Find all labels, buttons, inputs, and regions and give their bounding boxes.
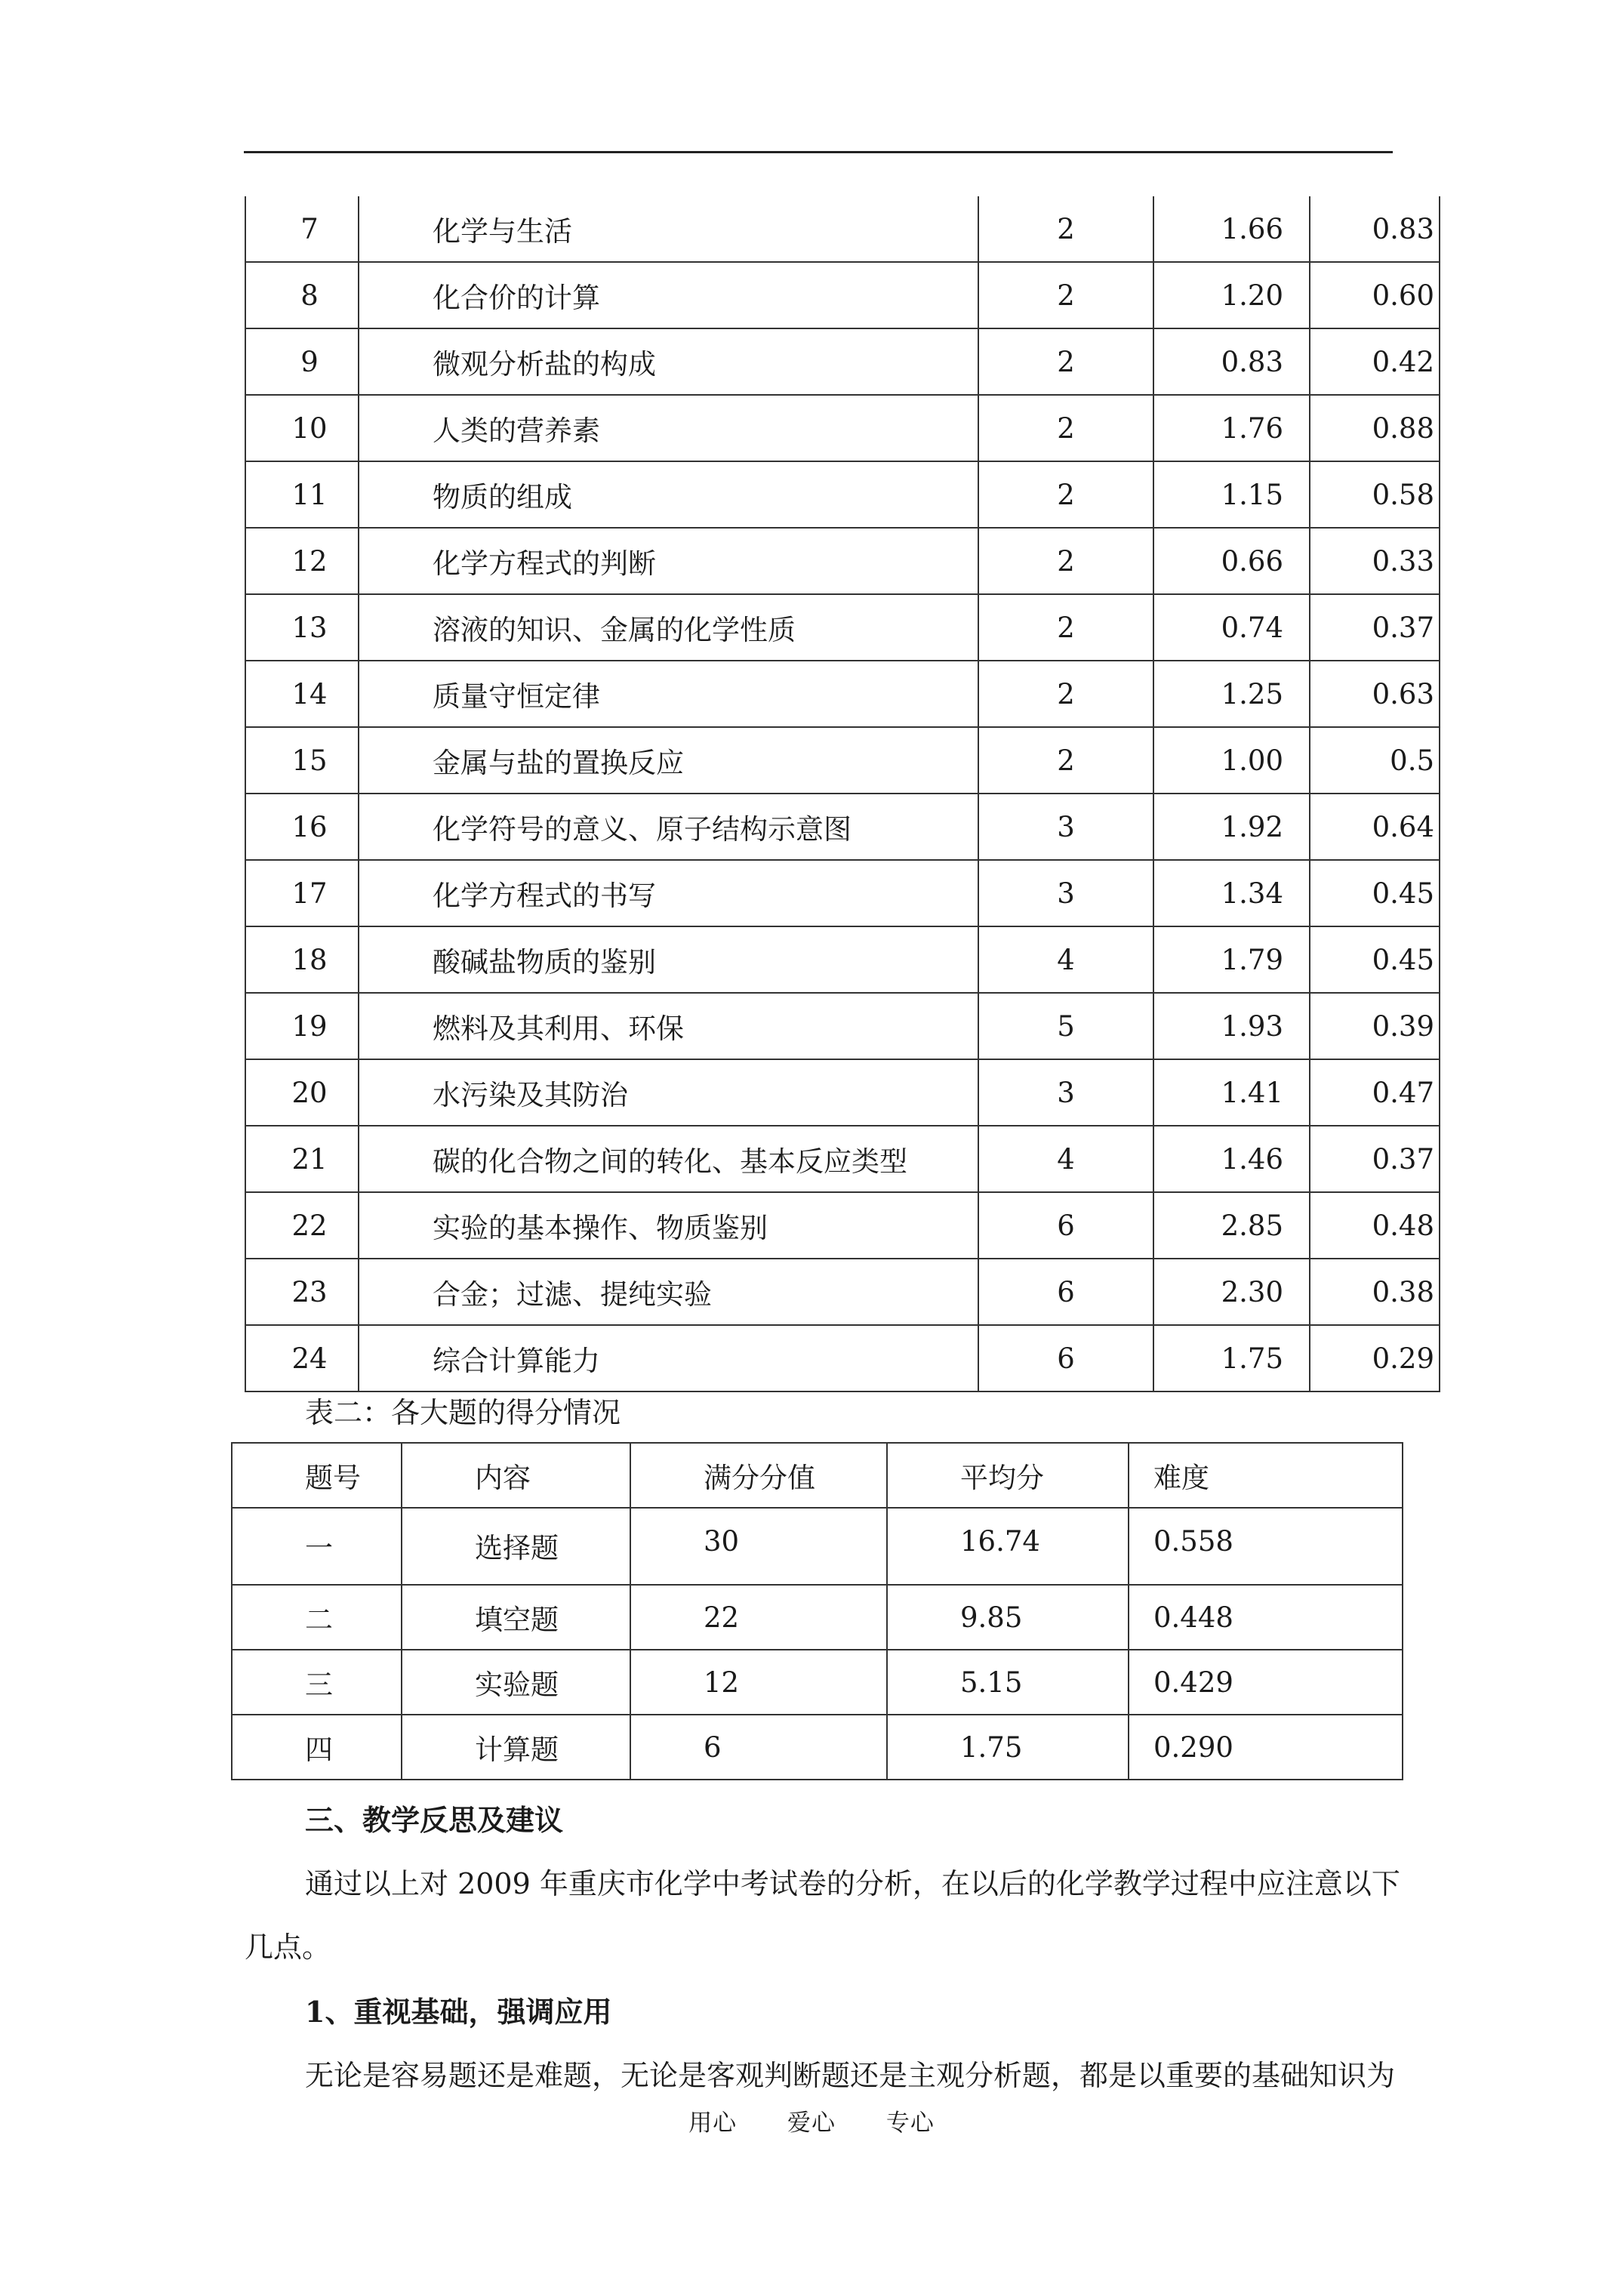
cell: 5.15 <box>887 1650 1129 1715</box>
cell-full: 2 <box>978 395 1153 461</box>
cell-topic: 化合价的计算 <box>359 262 978 328</box>
table-row <box>232 1715 1403 1780</box>
cell-full: 6 <box>978 1192 1153 1259</box>
cell-diff: 0.88 <box>1310 395 1440 461</box>
header-cell: 满分分值 <box>630 1443 887 1508</box>
cell-full: 2 <box>978 328 1153 395</box>
cell: 9.85 <box>887 1585 1129 1650</box>
cell-topic: 溶液的知识、金属的化学性质 <box>359 594 978 661</box>
cell-diff: 0.63 <box>1310 661 1440 727</box>
cell-diff: 0.48 <box>1310 1192 1440 1259</box>
cell-no: 20 <box>245 1059 359 1126</box>
cell-avg: 1.41 <box>1153 1059 1310 1126</box>
header-cell: 题号 <box>232 1443 402 1508</box>
cell-diff: 0.58 <box>1310 461 1440 528</box>
cell-full: 4 <box>978 926 1153 993</box>
cell-topic: 物质的组成 <box>359 461 978 528</box>
table-row <box>245 993 1440 1059</box>
cell: 填空题 <box>402 1585 630 1650</box>
cell-no: 18 <box>245 926 359 993</box>
cell: 二 <box>232 1585 402 1650</box>
cell-no: 7 <box>245 196 359 262</box>
cell-diff: 0.39 <box>1310 993 1440 1059</box>
cell-full: 2 <box>978 661 1153 727</box>
header-cell: 内容 <box>402 1443 630 1508</box>
cell: 0.558 <box>1129 1508 1403 1585</box>
page-footer <box>0 2103 1623 2137</box>
cell-avg: 1.92 <box>1153 794 1310 860</box>
cell-no: 19 <box>245 993 359 1059</box>
table-row <box>232 1508 1403 1585</box>
cell-full: 6 <box>978 1325 1153 1391</box>
cell-full: 2 <box>978 727 1153 794</box>
cell-no: 9 <box>245 328 359 395</box>
cell-diff: 0.64 <box>1310 794 1440 860</box>
cell: 1.75 <box>887 1715 1129 1780</box>
table-row <box>245 594 1440 661</box>
subsection-heading: 1、重视基础，强调应用 <box>305 1995 612 2029</box>
cell: 6 <box>630 1715 887 1780</box>
cell-no: 21 <box>245 1126 359 1192</box>
cell-topic: 化学与生活 <box>359 196 978 262</box>
table-row <box>245 926 1440 993</box>
header-cell: 平均分 <box>887 1443 1129 1508</box>
table-question-scores <box>245 196 1440 1392</box>
footer-item: 爱心 <box>787 2110 836 2137</box>
table-row <box>245 661 1440 727</box>
cell-full: 2 <box>978 262 1153 328</box>
cell-no: 24 <box>245 1325 359 1391</box>
cell-topic: 实验的基本操作、物质鉴别 <box>359 1192 978 1259</box>
cell-full: 2 <box>978 196 1153 262</box>
cell-avg: 1.66 <box>1153 196 1310 262</box>
table-row <box>245 196 1440 262</box>
cell: 四 <box>232 1715 402 1780</box>
cell: 0.448 <box>1129 1585 1403 1650</box>
cell-topic: 酸碱盐物质的鉴别 <box>359 926 978 993</box>
table-row <box>245 1325 1440 1391</box>
table-section-scores <box>231 1442 1403 1780</box>
cell-no: 17 <box>245 860 359 926</box>
cell-full: 3 <box>978 860 1153 926</box>
cell-no: 11 <box>245 461 359 528</box>
cell-no: 14 <box>245 661 359 727</box>
cell-no: 22 <box>245 1192 359 1259</box>
cell-topic: 微观分析盐的构成 <box>359 328 978 395</box>
cell: 30 <box>630 1508 887 1585</box>
cell: 0.429 <box>1129 1650 1403 1715</box>
paragraph-line: 通过以上对 2009 年重庆市化学中考试卷的分析，在以后的化学教学过程中应注意以下 <box>305 1867 1400 1900</box>
cell: 三 <box>232 1650 402 1715</box>
header-rule <box>244 151 1393 153</box>
cell: 12 <box>630 1650 887 1715</box>
cell-no: 13 <box>245 594 359 661</box>
cell-diff: 0.29 <box>1310 1325 1440 1391</box>
cell-full: 5 <box>978 993 1153 1059</box>
cell-avg: 1.25 <box>1153 661 1310 727</box>
table-row <box>245 1126 1440 1192</box>
cell-no: 12 <box>245 528 359 594</box>
cell-diff: 0.83 <box>1310 196 1440 262</box>
cell-diff: 0.5 <box>1310 727 1440 794</box>
table-row <box>245 262 1440 328</box>
footer-item: 用心 <box>688 2110 738 2137</box>
cell-no: 16 <box>245 794 359 860</box>
cell-topic: 质量守恒定律 <box>359 661 978 727</box>
table2-caption: 表二：各大题的得分情况 <box>305 1396 621 1429</box>
cell-diff: 0.45 <box>1310 860 1440 926</box>
table-row <box>245 794 1440 860</box>
table-row <box>245 461 1440 528</box>
cell-topic: 化学方程式的书写 <box>359 860 978 926</box>
cell-avg: 0.83 <box>1153 328 1310 395</box>
cell: 计算题 <box>402 1715 630 1780</box>
cell-diff: 0.37 <box>1310 1126 1440 1192</box>
cell-topic: 碳的化合物之间的转化、基本反应类型 <box>359 1126 978 1192</box>
cell-avg: 1.93 <box>1153 993 1310 1059</box>
table-row <box>245 328 1440 395</box>
cell: 22 <box>630 1585 887 1650</box>
table-row <box>245 1192 1440 1259</box>
cell-diff: 0.60 <box>1310 262 1440 328</box>
cell-diff: 0.47 <box>1310 1059 1440 1126</box>
table-row <box>232 1585 1403 1650</box>
cell-avg: 1.46 <box>1153 1126 1310 1192</box>
table-row <box>232 1650 1403 1715</box>
cell-full: 4 <box>978 1126 1153 1192</box>
cell-full: 3 <box>978 1059 1153 1126</box>
cell-avg: 2.85 <box>1153 1192 1310 1259</box>
cell-topic: 水污染及其防治 <box>359 1059 978 1126</box>
cell-avg: 1.00 <box>1153 727 1310 794</box>
cell-diff: 0.45 <box>1310 926 1440 993</box>
cell-full: 3 <box>978 794 1153 860</box>
cell-no: 10 <box>245 395 359 461</box>
cell-topic: 化学方程式的判断 <box>359 528 978 594</box>
cell-no: 23 <box>245 1259 359 1325</box>
table-row <box>245 395 1440 461</box>
cell: 16.74 <box>887 1508 1129 1585</box>
cell-full: 2 <box>978 461 1153 528</box>
table-row <box>245 1259 1440 1325</box>
cell-diff: 0.42 <box>1310 328 1440 395</box>
cell-full: 2 <box>978 528 1153 594</box>
cell-avg: 1.75 <box>1153 1325 1310 1391</box>
cell-full: 6 <box>978 1259 1153 1325</box>
table-row <box>245 727 1440 794</box>
cell-topic: 燃料及其利用、环保 <box>359 993 978 1059</box>
cell-no: 8 <box>245 262 359 328</box>
table2-header-row <box>232 1443 1403 1508</box>
cell-avg: 1.76 <box>1153 395 1310 461</box>
cell-avg: 1.20 <box>1153 262 1310 328</box>
cell: 实验题 <box>402 1650 630 1715</box>
cell-avg: 1.15 <box>1153 461 1310 528</box>
cell-avg: 1.34 <box>1153 860 1310 926</box>
cell-diff: 0.37 <box>1310 594 1440 661</box>
cell-topic: 化学符号的意义、原子结构示意图 <box>359 794 978 860</box>
cell: 0.290 <box>1129 1715 1403 1780</box>
cell-no: 15 <box>245 727 359 794</box>
paragraph-line: 几点。 <box>245 1931 331 1964</box>
cell: 一 <box>232 1508 402 1585</box>
table-row <box>245 528 1440 594</box>
table-row <box>245 1059 1440 1126</box>
header-cell: 难度 <box>1129 1443 1403 1508</box>
cell-topic: 综合计算能力 <box>359 1325 978 1391</box>
footer-item: 专心 <box>885 2110 935 2137</box>
cell-avg: 2.30 <box>1153 1259 1310 1325</box>
cell-diff: 0.38 <box>1310 1259 1440 1325</box>
cell-avg: 1.79 <box>1153 926 1310 993</box>
table-row <box>245 860 1440 926</box>
cell-avg: 0.66 <box>1153 528 1310 594</box>
cell-diff: 0.33 <box>1310 528 1440 594</box>
cell: 选择题 <box>402 1508 630 1585</box>
cell-topic: 金属与盐的置换反应 <box>359 727 978 794</box>
section-heading: 三、教学反思及建议 <box>305 1803 564 1837</box>
cell-avg: 0.74 <box>1153 594 1310 661</box>
cell-topic: 合金；过滤、提纯实验 <box>359 1259 978 1325</box>
paragraph-line: 无论是容易题还是难题，无论是客观判断题还是主观分析题，都是以重要的基础知识为 <box>305 2059 1396 2092</box>
cell-topic: 人类的营养素 <box>359 395 978 461</box>
cell-full: 2 <box>978 594 1153 661</box>
